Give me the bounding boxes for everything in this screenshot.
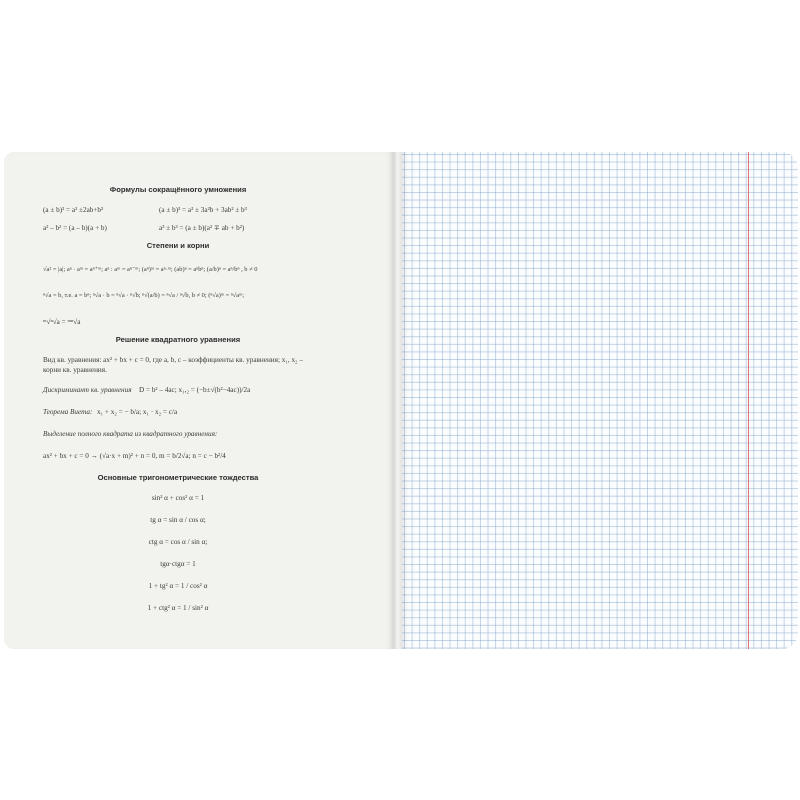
notebook [4,152,798,649]
formula-line: (a ± b)³ = a³ ± 3a²b + 3ab² ± b³ [159,206,247,214]
formula-line: tgα·ctgα = 1 [160,560,196,568]
text-line: Выделение полного квадрата из квадратного уравнения: [43,430,218,438]
section-title-quadratic: Решение квадратного уравнения [115,335,241,344]
text-line: корни кв. уравнения. [43,366,107,374]
formula-line: ⁿ√a = b, т.е. a = bⁿ; ⁿ√a · b = ⁿ√a · ⁿ√b; ⁿ√(a/b) = ⁿ√a / ⁿ√b, b ≠ 0; (ⁿ√a)ᵐ = ⁿ√aᵐ; [43,292,245,299]
margin-line [748,152,749,649]
section-title-multiplication: Формулы сокращённого умножения [109,185,247,194]
formula-page [4,152,394,649]
section-title-trig: Основные тригонометрические тождества [97,473,259,482]
formula-line: a² – b² = (a – b)(a + b) [43,224,107,232]
formula-line: (a ± b)² = a² ±2ab+b² [43,206,104,214]
formula-line: ctg α = cos α / sin α; [148,538,208,546]
formula-line: D = b² – 4ac; x₁,₂ = (−b±√(b²−4ac))/2a [139,386,251,394]
formula-line: ax² + bx + c = 0 → (√a·x + m)² + n = 0, m = b/2√a; n = c − b²/4 [43,452,226,460]
grid-page [402,152,798,649]
formula-line: sin² α + cos² α = 1 [151,494,205,502]
formula-line: 1 + tg² α = 1 / cos² α [148,582,208,590]
notebook-spine [394,152,402,649]
section-title-powers: Степени и корни [146,241,210,250]
formula-line: 1 + ctg² α = 1 / sin² α [147,604,209,612]
formula-line: a³ ± b³ = (a ± b)(a² ∓ ab + b²) [159,224,245,232]
vieta-label: Теорема Виета: [43,408,93,416]
text-line: Вид кв. уравнения: ax² + bx + c = 0, где a, b, c – коэффициенты кв. уравнения; x₁, x₂ – [43,356,303,364]
formula-line: √a² = |a|; aⁿ · aᵐ = aⁿ⁺ᵐ; aⁿ : aᵐ = aⁿ⁻ᵐ; (aⁿ)ᵐ = aⁿ·ᵐ; (ab)ⁿ = aⁿbⁿ; (a/b)ⁿ = aⁿ/bⁿ , b ≠ 0 [43,266,258,273]
formula-line: ᵐ√ⁿ√a = ᵐⁿ√a [43,318,81,326]
formula-line: tg α = sin α / cos α; [150,516,206,524]
discriminant-label: Дискриминант кв. уравнения [43,386,132,394]
formula-line: x₁ + x₂ = − b/a; x₁ · x₂ = c/a [97,408,178,416]
